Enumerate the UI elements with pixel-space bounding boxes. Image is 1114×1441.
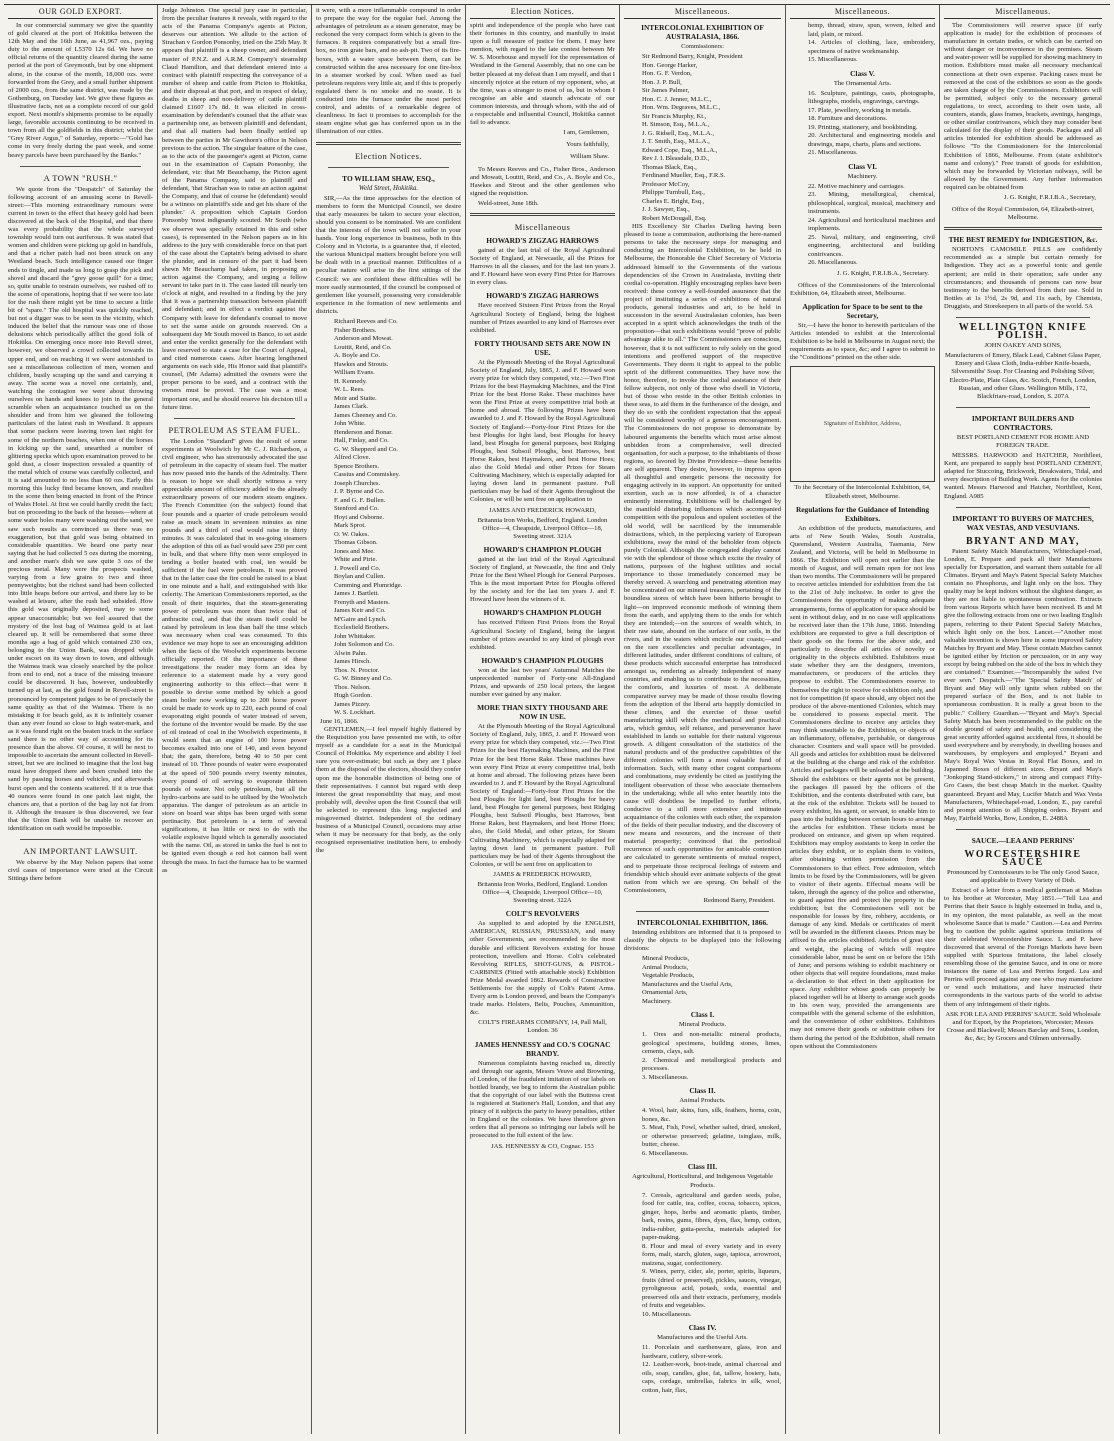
division-item: Machinery. (642, 997, 672, 1005)
signatory-name: Thomas Gibson. (334, 539, 378, 546)
signatory-name: G. W. Binney and Co. (334, 675, 393, 682)
ad-forty-thousand-title: FORTY THOUSAND SETS ARE NOW IN USE. (474, 338, 611, 357)
signatory-name: Anderson and Mowat. (334, 335, 393, 342)
lawsuit-article-start: We observe by the May Nelson papers that some civil cases of importance were tried at the Circuit Sittings there before (8, 859, 153, 883)
signatory-name: Cassius and Commiskey. (334, 471, 401, 478)
signatory-list (316, 318, 461, 718)
reply-letter: GENTLEMEN,—I feel myself highly flattered by the Requisition you have presented me with, to offer myself as a candidate for a seat in the Municipal Council of Hokitika. My experience and ability I feel sure you over-estimate; but such as they are I place them at the disposal of the electors, should they confer upon me the honorable distinction of being one of their representatives. I cannot but regard with deep interest the great responsibility that may, and most probably will, devolve upon the first Council that will be selected to represent this long neglected and misgoverned district. Independent of the ordinary business of a Municipal Council, occasions may arise when it may be necessary for that body, as the only recognised representative institution here, to embody the (316, 726, 461, 855)
class-item: 14. Articles of clothing, lace, embroidery, specimens of native workmanship. (808, 39, 935, 55)
commissioner-name: Hon. G. F. Verdon, (642, 70, 692, 78)
column-6 (786, 5, 940, 1434)
application-form-table (790, 366, 935, 482)
divider (316, 142, 461, 145)
class-item: 9. Wines, perry, cider, ale, porter, spirits, liqueurs, fruits (dried or preserved), pickles, sauces, vinegar, pyroligneous acid, potash, soda, essential and preserved oils and their extracts, perfumery, models of fruits and vegetables. (642, 1268, 781, 1310)
ad-sixty-thousand-text: At the Plymouth Meeting of the Royal Agricultural Society of England, July, 1865, J. and F. Howard won every prize for which they competed, viz.:—Two First Prizes for the best Haymaking Machines, and the First Prize for the best Horse Rake. These machines have won every First Prize at every competitive trial, both at home and abroad. The following prizes have been awarded to J. and F. Howard by the Royal Agricultural Society of England:—Forty-four First Prizes for the best Ploughs for light land, best Ploughs for heavy land, best Ploughs for general purposes, best Ridging Ploughs, best Subsoil Ploughs, best Harrows, best Horse Rakes, best Haymakers, and best Horse Hoes; also, the Gold Medal, and other prizes, for Steam Cultivating Machinery, which is especially adapted for laying down land in permanent pasture. Full particulars may be had of their Agents throughout the Colonies, or will be sent free on application to (470, 723, 615, 868)
divider (636, 911, 769, 912)
ad-forty-thousand-text: At the Plymouth Meeting of the Royal Agricultural Society of England, July, 1865, J. and F. Howard won every prize for which they competed, viz.:—Two First Prizes for the best Haymaking Machines, and the First Prize for the best Horse Rake. These machines have won the First Prize at every competitive trial both at home and abroad. The following Prizes have been awarded to J. and F. Howard by the Royal Agricultural Society of England:—Forty-four First Prizes for the best Ploughs for light land, best Ploughs for heavy land, best Ploughs for general purposes, best Ridging Ploughs, best Subsoil Ploughs, best Harrows, best Horse Rakes, best Haymakers, and best Horse Hoes; also the Gold Medal and other Prizes for Steam Cultivating Machinery, which is especially adapted for laying down land in permanent pasture. Full particulars may be had of their Agents throughout the Colonies, or will be sent free on application to (470, 358, 615, 504)
signatory-name: M'Gaire and Lynch. (334, 615, 387, 623)
class-1-sub: Mineral Products. (678, 1021, 727, 1029)
ad-remedy-text: NORTON'S CAMOMILE PILLS are confidently recommended as a simple but certain remedy for Indigestion. They act as a powerful tonic and gentle aperient; are mild in their operation; safe under any circumstances; and thousands of persons can now bear testimony to the benefits derived from their use. Sold in Bottles at 1s 1½d, 2s 9d, and 11s each, by Chemists, Druggists, and Storekeepers in all parts of the world. 5A (944, 246, 1102, 310)
signatory-name: James Cheeney and Co. (334, 411, 397, 419)
ad-champion-text: gained at the last trial of the Royal Agricultural Society of England, at Newcastle, the first and Only Prize for the Best Wheel Plough for General Purposes. This is the most important Prize for Ploughs offered by the society and for the last ten years J. and F. Howard have been the winners of it. (470, 555, 615, 604)
class-2-items (624, 1107, 781, 1158)
ad-builders-sub: BEST PORTLAND CEMENT FOR HOME AND FOREIGN TRADE. (956, 433, 1090, 449)
signatory-name: James J. Bartlett. (334, 590, 380, 597)
commissioner-name: Sir James Palmer, (642, 87, 690, 95)
signatory-name: G. W. Shepperd and Co. (334, 445, 398, 453)
class-item: 1. Ores and non-metallic mineral products, geological specimens, building stones, limes, cements, clays, salt. (642, 1031, 781, 1056)
commissioners-label: Commissioners: (681, 43, 724, 50)
class-1-title: Class I. (690, 1010, 715, 1020)
class-3-title: Class III. (687, 1162, 718, 1172)
class-item: 7. Cereals, agricultural and garden seeds, pulse, food for cattle, tea, coffee, cocoa, tobacco, spices, ginger, hops, herbs and aromatic plants, timber, bark, resins, gums, fibres, dyes, flax, hemp, cotton, india-rubber, gutta-percha, materials adapted for paper-making. (642, 1191, 781, 1242)
ad-champion3-text: won at the last two years' Autumnal Matches the unprecedented number of Forty-one All-England Prizes, and upwards of 250 local prizes, the largest number ever gained by any maker. (470, 666, 615, 699)
class-item: 23. Mining, metallurgical, chemical, philosophical, surgical, musical, machinery and instruments. (808, 191, 935, 216)
regulations-cont: The Commissioners will reserve space (if early application is made) for the exhibition of processes of manufacture in certain trades, or which can be carried on without danger or inconvenience in the premises. Steam and water-power will be supplied for showing machinery in motion. Exhibitors must make all necessary mechanical connections at their own expense. Packing cases must be removed at the cost of the exhibitors so soon as the goods are taken charge of by the Commissioners. Exhibitors will be permitted, subject only to the necessary general regulations, to erect, according to their own taste, all counters, stands, glass frames, brackets, awnings, hangings, or other similar contrivances, which they may consider best calculated for the display of their goods. Packages and all articles intended for exhibition should be addressed as follows: "To the Commissioners for the Intercolonial Exhibition of 1866, Melbourne. From (state exhibitor's name and colony)." Free transit of goods for exhibition, which may be forwarded by Victorian railways, will be allowed by the Government. Any further information required can be obtained from (944, 22, 1102, 191)
ad-zigzag2-text: Have received Sixteen First Prizes from the Royal Agricultural Society of England, being the highest number of Prizes awarded to any kind of Harrows ever exhibited. (470, 302, 615, 334)
town-rush-article: We quote from the "Despatch" of Saturday the following account of an amusing scene in Revell-street:—This morning extraordinary rumours were current in town to the effect that heavy gold had been discovered at the back of the Hospital, and that there was every probability that the whole surveyed township would turn out auriferous. It was stated that women and children were picking up gold in handfuls, and that a richer patch had not been struck on any Westland beach. Such intelligence caused our finger ends to tingle, and made us long to grasp the pick and shovel and discard the "grey goose quill" for a time; so, quite unable to restrain ourselves, we rushed off to the scene of operations, hoping that if we were too late for the rush there might yet be time to secure a little bit of "spare." The old hospital was quickly reached, but not a digger was to be seen in the vicinity, which induced the belief that the rumour was one of those delusions which periodically afflict the good folk of Hokitika. On emerging once more into Revell street, however, we observed a crowd collected towards its upper end, and on reaching it we were astonished to see a miscellaneous collection of men, women and children, busily scraping up the sand and carrying it away. The scene was a novel one certainly, and, watching the contagion we were about throwing ourselves on hands and knees to join in the general scramble when an acquaintance touched us on the shoulder and from him we gleaned the following particulars of the latest rush in Westland. It appears that some packers were leaving town last night for some of the northern beaches, when one of the horses in kicking up the sand, unearthed a number of glittering specks which upon examination proved to be gold dust, a closer inspection revealed a quantity of the metal which of course was carefully collected, and it is said amounted to no less than 60 ozs. Early this morning this lucky find became known, and resulted in the scene then being enacted in front of the Prince of Wales Hotel. At first we could hardly credit the fact; but on proceeding to the back of the houses—where at some water holes many were washing out the sand, we saw such results as convinced us there was no exaggeration, but that gold was being obtained in considerable quantities. We heard one party near saying that he had collected 5 ozs during the morning, and another man's dish we saw quite 3 ozs of the precious metal. Many were the prospects washed, varying from a few grains to two and three pennyweights; but the richest sand had been collected into little heaps before our arrival, and there lay to be washed at leisure, after the rush had subsided. How this gold was originally deposited, may to some appear unaccountable; but we feel assured that the mystery of the lost bag of Waimea gold is at last cleared up. It will be remembered that some three months ago a bag of gold which contained 230 ozs, belonging to the Union Bank, was dropped while under escort on its way down to town, and although the Waimea track was closely searched by the police from end to end, not a trace of the missing treasure could be discovered. It has, however, undoubtedly turned up at last, as the gold found in Revell-street is pronounced by competent judges to be of precisely the same quality as that of the Waimea. There is no mistaking it for beach gold, as it is infinitely coarser than any ever found so close to high water-mark, and as it was found right on the beaten track in the surface sand there is no other way of accounting for its presence than the above. Of course, it will be next to impossible to ascertain the amount collected in Revell-street, but we are inclined to imagine that the lost bag must have dropped there and been crushed into the sand by passing horses and vehicles, and afterwards burst open and the contents scattered. If it is true that 40 ounces were found in one patch last night, the chances are, that a portion of the bag lay not far from it. Although the treasure is thus discovered, we fear that the Union Bank will be unable to recover an identification on oath would be impossible. (8, 185, 153, 832)
signatory-name: J. Powell and Co. (334, 564, 381, 572)
ad-zigzag-text: gained at the last trial of the Royal Agricultural Society of England, at Newcastle, all the Prizes for Harrows in all the classes, and for the last ten years J. and F. Howard have won every First Prize for Harrows in every class. (470, 246, 615, 287)
ad-sixty-thousand-title: MORE THAN SIXTY THOUSAND ARE NOW IN USE. (477, 703, 608, 722)
exhibition-offices: Offices of the Commissioners of the Intercolonial Exhibition, 64, Elizabeth street, Melbourne. (790, 281, 935, 297)
signatory-name: Thos. Nelson. (334, 683, 371, 691)
secretary-address: To the Secretary of the Intercolonial Exhibition, 64, Elizabeth street, Melbourne. (794, 484, 931, 500)
ad-zigzag-title: HOWARD'S ZIGZAG HARROWS (486, 235, 599, 245)
class-5-sub: The Ornamental Arts. (833, 79, 892, 87)
addressee-sub: Weld Street, Hokitika. (358, 184, 419, 192)
divider (956, 507, 1090, 508)
signatory-name: Jones and Mee. (334, 547, 375, 555)
signatory-name: Hawkes and Strouts. (334, 360, 389, 368)
signatory-name: Fisher Brothers. (334, 326, 377, 334)
division-item: Animal Products, (642, 963, 689, 971)
signatory-name: John Whittaker. (334, 632, 376, 640)
column-6-header: Miscellaneous. (790, 7, 935, 19)
column-7-header: Miscellaneous. (944, 7, 1102, 19)
ad-worcestershire-title: WORCESTERSHIRE SAUCE (964, 848, 1082, 868)
signatory-name: Mark Sprot. (334, 522, 366, 529)
class-item: 26. Miscellaneous. (808, 259, 858, 267)
class-item: 22. Motive machinery and carriages. (808, 182, 905, 190)
commissioner-name: Hon. Wm. Degraves, M.L.C., (642, 104, 721, 112)
divider (328, 167, 449, 168)
signatory-name: F. and G. F. Bullen. (334, 496, 386, 504)
signatory-name: O. W. Oakes. (334, 530, 369, 538)
ad-sauce-title: SAUCE.—LEA AND PERRINS' (971, 835, 1075, 845)
commissioner-name: Edward Cope, Esq., M.L.A., (642, 146, 718, 154)
commissioner-name: H. Simson, Esq., M.L.A., (642, 121, 710, 129)
signatory-name: James Keir and Co. (334, 607, 386, 614)
petroleum-title: PETROLEUM AS STEAM FUEL. (168, 424, 301, 435)
signatory-name: John White. (334, 420, 366, 427)
reply-letter-cont: spirit and independence of the people who have cast their fortunes in this country, and manfully to insist upon a full measure of justice for them. I may here mention, with regard to the late contest between Mr W. S. Moorhouse and myself for the representation of Westland in the General Assembly, that no one can be better pleased at my defeat than I am myself, and that I sincerely rejoice at the return of my opponent, who, at the time, was a stranger to most of us, but in whom I recognise an able and staunch advocate of our common interests, and through whom, with the aid of a respectable and influential Council, Hokitika cannot fail to advance. (470, 22, 616, 127)
signatory-name: White and Pirie. (334, 556, 378, 563)
signatory-name: Henderson and Bonar. (334, 428, 393, 436)
exhibition-intro: HIS Excellency Sir Charles Darling having been pleased to issue a commission, authorising the here-named persons to take the necessary steps for managing and conducting an Intercolonial Exhibition, to be held in Melbourne, the Honorable the Chief Secretary of Victoria addressed himself to the Governments of the various dependencies of the Crown in Australasia, inviting their cordial co-operation. Highly encouraging replies have been received: these convey a well-founded assurance that the project of instituting a series of exhibitions of natural products, general industries and art, to be held in succession in the several Australasian colonies, has been accepted in a spirit which acknowledges the truth of the proposition—that such exhibitions would "prove of public advantage alike to all." The Commissioners are conscious, however, that it is not sufficient to rely solely on the good intentions and proffered support of the respective Governments. They deem it right to appeal to the public spirit of the different communities. They have now the honor, therefore, to invoke the cordial assistance of their fellow subjects, not only of those who dwell in Victoria, but of those who reside in the other British colonies in these seas, to aid them in the furtherance of the design, and they do so with the confident expectation that the appeal will be considered worthy of a generous encouragement. The Commissioners do not propose to demonstrate by laboured arguments the benefits which must arise almost unbidden from a comprehensive, well directed organisation, for such a purpose, to the inhabitants of those regions, so favored by Divine Providence—these benefits are self apparent. They desire, however, to impress upon all thoughtful and energetic persons the necessity for engaging actively in its support. An opportunity for united exertion, such as is now afforded, is of a character eminently interesting. Exhibitions will be challenged by the manifold disturbing influences which accompanied competition with the populous and opulent societies of the old world, will be sacrificed by the innumerable distractions, which, in the perplexing variety of European exhibitions, sway the mind of the beholder from objects purely Colonial. Although the congregated display cannot vie with the splendour of those which excite the rivalry of nations, purposes of the highest utilities and social importance to those immediately concerned may be thereby served. A searching and penetrating attention may be concentrated on our mineral treasures, pertaining of the boundless stores of which have been hitherto brought to light—on improved economic methods of winning them from the earth, and applying them to the ends for which they are intended;—on the sources of wealth which, in their raw state, abound on the surface of our soils, in the rivers, and in the waters which encircle our coasts;—and on the rare excellencies and peculiar advantages, in different latitudes, under different conditions of culture, of these products which successful enterprise has introduced amongst us, rendering as already independent of many countries, and enabling us to contribute to the necessities, the comforts, and luxuries of most. A deliberate comparative survey may be made of those results flowing from the adoption of the liberal arts happily domiciled in these climes, and the exercise of those useful manufacturing skill which the mechanical and practical arts, which genius, self reliance, and perseverance have established in lands so suitable for their natural vigorous growth. A diligent consultation of the statistics of the natural products and of the productive capabilities of the different colonies will form a most valuable fund of information. Such, with many other cogent comparisons and combinations, may evidently be cited as justifying the intelligent observation of those who associate themselves in the undertaking; while all who enter heartily into the cause will doubtless be impelled to further efforts, conducive to a still more extensive and intimate acquaintance of the colonies with each other, the expansion of the fields of their peculiar industry, and the discovery of new means and resources, and the increase of their material prosperity; convinced that the periodical recurrence of such opportunities for amicable contention are calculated to generate sentiments of mutual respect, and to perpetuate those reciprocal feelings of esteem and friendship which should ever animate subjects of the great nation from which we are sprung. On behalf of the Commissioners, (624, 223, 781, 894)
signatory-name: Ecclesfield Brothers. (334, 624, 390, 631)
class-item: 11. Porcelain and earthenware, glass, iron and hardware, cutlery, silver-work. (642, 1344, 781, 1360)
ad-howard-firm-2: JAMES & FREDERICK HOWARD, (493, 870, 592, 878)
application-text: Sir,—I have the honor to herewith particulars of the Articles intended to exhibit at the Intercolonial Exhibition to be held in Melbourne in August next; the requirements as to space, &c; and I agree to submit to the "Conditions" printed on the other side. (790, 321, 935, 362)
signatory-name: Frenyth and Masters. (334, 598, 390, 606)
signatory-name: James Hirsch. (334, 658, 371, 665)
ad-knife-polish-title: WELLINGTON KNIFE POLISH. (958, 322, 1088, 342)
ad-hennessy-text: Numerous complaints having reached us, directly and through our agents, Messrs Veuve and Browning, of London, of the fraudulent imitation of our labels on bottled brandy, we beg to inform the Australian public that the copyright of our label with the Buttress crest is registered at Stationer's Hall, London, and that any piracy of it subjects the party to heavy penalties, either in England or the colonies. We have therefore given orders that all persons so infringing our labels will be prosecuted to the full extent of the law. (470, 1059, 615, 1140)
signatory-name: Louttit, Reid, and Co. (334, 343, 392, 351)
class-item: 12. Leather-work, boot-trade, animal charcoal and oils, soap, candles, glue, fat, tallow, hosiery, hats, caps, cordage, umbrellas, fabrics in silk, wool, cotton, hair, flax, (642, 1361, 781, 1394)
signatory-name: W. L. Rees. (334, 386, 365, 393)
signatory-name: James Pizzey. (334, 700, 371, 708)
signatory-name: Moir and Staite. (334, 394, 377, 402)
secretary-sign: J. G. Knight, F.R.I.B.A., Secretary, (1003, 193, 1096, 201)
signatory-name: Stenford and Co. (334, 505, 379, 512)
commissioner-name: Hon. George Harker, (642, 61, 698, 69)
division-item: Manufactures and the Useful Arts, (642, 980, 733, 988)
commissioner-name: Professor McCoy, (642, 180, 690, 188)
addressee: TO WILLIAM SHAW, ESQ., (342, 173, 435, 183)
signatory-name: W. S. Lockhart. (334, 709, 376, 716)
commissioner-name: J. G. Ridsell, Esq., M.L.A., (642, 129, 714, 137)
ad-howard-address-2: Britannia Iron Works, Bedford, England. London Office—4, Cheapside, Liverpool Office—10, Sweeting street. 322A (477, 880, 608, 905)
secretary-office: Office of the Royal Commission, 64, Elizabeth-street, Melbourne. (951, 206, 1095, 222)
column-4-header: Election Notices. (470, 7, 615, 19)
ad-remedy-title: THE BEST REMEDY for INDIGESTION, &c. (948, 235, 1098, 245)
signatory-name: Hall, Finlay, and Co. (334, 437, 389, 444)
signatory-name: H. Kennedy. (334, 377, 368, 385)
lawsuit-title: AN IMPORTANT LAWSUIT. (23, 846, 138, 857)
commissioner-name: Philippe Turnbull, Esq., (642, 189, 705, 197)
exhibition-title: INTERCOLONIAL EXHIBITION OF AUSTRALASIA, 1866. (641, 23, 764, 41)
commissioner-name: J. J. Sawyer, Esq., (642, 206, 690, 214)
column-5-header: Miscellaneous. (624, 7, 781, 19)
ad-builders-text: MESSRS. HARWOOD and HATCHER, Northfleet, Kent, are prepared to supply best PORTLAND CEMENT, adapted for Stuccoing, Brickwork, Breakwaters, Tidal, and every description of Building Work. Agents for the colonies wanted. Messrs Harwood and Hatcher, Northfleet, Kent, England. A985 (944, 452, 1102, 500)
ad-knife-polish-text: Manufacturers of Emery, Black Lead, Cabinet Glass Paper, Emery and Glass Cloth, India-rubber Knife-boards, Silversmiths' Soap. For Cleaning and Polishing Silver, Electro-Plate, Plate Glass, &c. Scotch, French, London, Russian, and other Glues. Wellington Mills, 172, Blackfriars-road, London, S. 207A (944, 352, 1102, 400)
divider (956, 317, 1090, 318)
ad-champion2-title: HOWARD'S CHAMPION PLOUGH (483, 608, 602, 618)
column-1 (4, 5, 158, 1434)
signature-caption: Signature of Exhibitor, Address, (823, 421, 902, 428)
ad-matches-text: Patent Safety Match Manufacturers, Whitechapel-road, London, E. Prepare and pack all their Manufactures specially for Exportation, and warrant them suitable for all Climates. Bryant and May's Patent Special Safety Matches contain no Phosphorus, and light only on the box. They quality may be kept indoors without the slightest danger, as they are not liable to spontaneous combustion. Extracts from various Reports which have been received. B and M give the following extracts from one or two leading English papers, referring to their Patent Special Safety Matches, which light only on the box. Lancet.—"Another most valuable invention is shown here in some improved Safety Matches by Bryant and May. These contain Matches cannot be ignited either by friction or percussion, or in any way except by being rubbed on the side of the box in which they are contained." Examiner.—"Incomparably the safest I've ever seen." Despatch.—"The 'Special Safety Match' of Bryant and May will only ignite when rubbed on the prepared surface of the Box, and is not liable to spontaneous combustion. It is really a great boon to the public." Colliery Guardian.—"Bryant and May's Special Safety Match has been recommended to the public on the double ground of safety and health, and considering the great security afforded against accidental fires, it should be used everywhere and by everybody, in dwelling houses and warehouses, by employers and employed." Bryant and May's Royal Wax Vestas in Royal Flat Boxes, and in Japanned Boxes of different sizes. Bryant and May's "Jonkoping Stand-stickers," in strong and compact Fifty-Gro Cases, the best cheap Match in the market. Quality guaranteed. Bryant and May, Lucifer Match and Wax Vesta Manufacturers, Whitechapel-road, London, E., pay careful and prompt attention to all Shipping orders. Bryant and May, Fairfield Works, Bow, London, E. 2488A (944, 547, 1102, 822)
miscellaneous-title: Miscellaneous (514, 221, 571, 232)
signatory-name: Alfred Clove. (334, 454, 371, 461)
commissioner-name: Hon. J. P. Bull, (642, 78, 682, 86)
class-item: 18. Furniture and decorations. (808, 115, 888, 123)
class-item: 4. Wool, hair, skins, furs, silk, feathers, horns, coin, bones, &c. (642, 1107, 781, 1123)
class-5-items (790, 90, 935, 158)
addressees-date: Weld-street, June 18th. (478, 199, 539, 207)
commissioner-name: J. T. Smith, Esq., M.L.A., (642, 138, 710, 146)
commissioner-name: Sir Francis Murphy, Kt., (642, 112, 707, 120)
divider (470, 213, 615, 216)
ad-zigzag2-title: HOWARD'S ZIGZAG HARROWS (486, 291, 599, 301)
signatory-name: Richard Reeves and Co. (334, 318, 398, 325)
ad-colt-firm: COLT'S FIREARMS COMPANY, 14, Pall Mall, London. 36 (478, 1019, 607, 1035)
ad-matches-title: IMPORTANT TO BUYERS OF MATCHES, WAX VESTAS, AND VESUVIANS. (952, 513, 1094, 532)
ad-matches-firm: BRYANT AND MAY, (966, 535, 1080, 547)
class-3-sub: Agricultural, Horticultural, and Indigenous Vegetable Products. (632, 1173, 773, 1189)
divider (20, 166, 141, 167)
petroleum-article: The London "Standard" gives the result of some experiments at Woolwich by Mr C. J. Richardson, a civil engineer, who has strenuously advocated the use of petroleum in the capacity of steam fuel. The matter has now passed into the hands of the Admiralty. There is reason to hope we shall shortly witness a very appreciable amount of efficiency added to the already extraordinary powers of our modern steam engines. The French Committee (on the subject) found that four pounds and a quarter of crude petroleum would raise as much steam in seventeen minutes as nine pounds and a third of coal would raise in thirty minutes. It was calculated that in sea-going steamers the adoption of this oil as fuel would save 250 per cent in bulk, and that where fifty men were employed in tending a boiler heated with coal, ten would be sufficient if the fuel were petroleum. It was proved that in the latter case the fire could be raised to a blast in one minute and a half, and extinguished with like celerity. The American Commissioners reported, as the result of their inquiries, that the steam-generating power of petroleum was more than twice that of anthracite coal, and that the steam itself could be raised by petroleum in less than half the time which was necessary when coal was consumed. To this evidence we may hope to see an encouraging addition when the facts of the Woolwich experiments become officially reported. Of the importance of these investigations the reader may form an idea by reference to a statement made by a very good engineering authority to this effect—that were it possible to devise some method by which a good steam boiler now working up to 200 horse power could be made to work up to 220, each pound of coal evaporating eight pounds of water instead of seven, the fortune of the inventor would be made. By the use of oil instead of coal in the Woolwich experiments, it would seem that an engine of 100 horse power becomes exalted into one of 140, and even beyond that; the gain, therefore, being 40 to 50 per cent instead of 10. Three pounds of water were evaporated at the speed of 500 pounds every twenty minutes, every pound of oil serving to evaporate thirteen pounds of water. Not only petroleum, but all the hydro-carbons are said to be utilised by the Woolwich apparatus. The danger of petroleum as an article in store on board war ships has been urged with some pertinacity. But petroleum is a term of several significations, it has little or next to do with the volatile explosive liquid which is generally associated with the name. Oil, as stored in tanks the fuel is not to be ignited even though a red hot cannon ball went through the mass. In fact the furnace has to be warmed as (162, 437, 307, 874)
class-item: 10. Miscellaneous. (642, 1310, 692, 1318)
class-item: 15. Miscellaneous. (808, 56, 858, 63)
signatory-name: Hoyt and Osborne. (334, 513, 384, 521)
class-item: 16. Sculpture, paintings, casts, photographs, lithographs, models, engravings, carvings. (808, 89, 935, 106)
lawsuit-article-cont: Judge Johnston. One special jury case in particular, from the peculiar features it reveals, with regard to the acts of the Panama Company's agents at Picton, deserves our attention. We allude to the action of Strachan v Gordon Ponsonby, tried on the 25th May. It appears that plaintiff is a sheep owner, and defendant master of P.N.Z. and A.R.M. Company's steamship Claud Hamilton, and that defendant entered into a contract with plaintiff respecting the conveyance of a number of sheep and cattle from Picton to Hokitika, and their disposal at that port, and in respect of delay, deaths in sheep and non-delivery of cattle plaintiff claimed £1607 17s 8d. It was elicited in cross-examination by defendant's counsel that the affair was a partnership one, as between plaintiff and defendant, and that all matters had been finally settled up between the parties in Mr Gawthorn's office in Nelson previous to the action. The singular feature of the case, as to the acts of the passenger's agent at Picton, came out in the examination of Captain Ponsonby, the defendant, viz: that Mr Beauchamp, the Picton agent of the Panama Company, said to plaintiff and defendant, 'that Strachan was to raise an action against the Company, and that of course he (defendant) would be a witness on plaintiff's side and get his share of the plunder.' A proposition which Captain Gordon Ponsonby 'most indignantly scouted. Mr South (who we observe was specially retained in this and other cases), is represented in the Nelson papers as in his address to the jury with considerable force on that part of the case about the Captain's being advised to share the plunder, and in censure of the part it had been shewn Mr Beauchamp had taken, in proposing an action against the Company, and urging a fellow servant to take part in it. The case lasted till nearly ten o'clock at night, and resulted in a finding by the jury that it was a partnership transaction between plaintiff and defendant; and in effect a verdict against the Company with leave for defendant's counsel to move to set the same aside on grounds reserved. On a subsequent day Mr South moved in Banco, to set aside and enter the verdict generally for the defendant with leave reserved to state a case for the Court of Appeal, and cited numerous cases. After hearing lengthened arguments on each side, His Honor said that plaintiff's counsel, (Mr Adams) admitted the owners were the proper persons to be sued, and a contract with the owners must be proved. The case was a most important one, and he should reserve his decision till a future time. (162, 7, 307, 411)
commissioners-list (624, 53, 781, 223)
divider (944, 227, 1102, 230)
regulations-text: An exhibition of the products, manufactures, and arts of New South Wales, South Australia, Queensland, Western Australia, Tasmania, New Zealand, and Victoria, will be held in Melbourne in 1866. The Exhibition will open not earlier than the month of August, and will remain open for not less than two months. The Commissioners will be prepared to receive articles intended for exhibition from the 1st to the 21st of July inclusive. In order to give the Commissioners the opportunity of making adequate arrangements, forms of application for space should be sent in without delay, and in no case will applications be received later than the 17th June, 1866. Intending exhibitors are requested to give a full description of their goods on the forms for the above side, and particularly to describe all articles of novelty or originality in the objects exhibited. Exhibitors must state whether they are the designers, inventors, manufacturers, or producers of the articles they propose to exhibit. The Commissioners reserve to themselves the right to receive for exhibition only, and not for competition (if space should, any object not the produce of the above-mentioned Colonies, which may be considered to possess especial merit. The Commissioners decline to receive any articles they may think unsuitable to the Exhibition, or objects of an inflammatory, offensive, perishable, or dangerous character. Counters and wall space will be provided. All goods and articles for exhibition must be delivered at the building at the charge and risk of the exhibitor. Articles and packages will be unloaded at the building. Should the exhibitors or their agents not be present, the packages ill passed by the officers of the Exhibition, and the contents distributed with care, but at the risk of the exhibitor. Tickets will be issued to every exhibitor, his agent, or servant, to enable him to pass into the building between certain hours to arrange the articles for exhibition. These tickets must be produced on entrance, and given up when required. Exhibitors may employ assistants to keep in order the articles they exhibit, or to explain them to visitors, after obtaining written permission from the Commissioners to that effect. Free admission, which limits to be fixed by the Commissioners, will be given to visitor of their agents. Effectual means will be taken, through the agency of the police and otherwise, to guard against fire and protect the property in the exhibition; but the Commissioners will not be responsible for losses by fire, robbery, accidents, or damage of any kind. Medals or certificates of merit will be awarded in the different classes. Prices may be affixed to the articles exhibited. Articles of great size and weight, the placing of which will require considerable labor, must be sent on or before the 15th of June; and persons wishing to exhibit machinery or other objects that will require foundations, must make a declaration to that effect in their application for space. Any exhibitor whose goods can properly be placed together will be at liberty to arrange such goods in his own way, provided the arrangements are compatible with the general scheme of the exhibition, and the convenience of other exhibitors. Exhibitors may not remove their goods or substitute others for them during the period of the Exhibition, shall remain open without the Commissioners (790, 524, 936, 1050)
division-item: Ornamental Arts, (642, 989, 688, 997)
class-item: 20. Architectural and engineering models and drawings, maps, charts, plans and sections. (808, 132, 935, 148)
class-item: 17. Plate, jewellery, working in metals. (808, 106, 912, 114)
commissioner-name: Ferdinand Mueller, Esq., F.R.S. (642, 172, 726, 180)
commissioner-name: Charles E. Bright, Esq., (642, 197, 705, 205)
exhibition-secretary: J. G. Knight, F.R.I.B.A., Secretary. (836, 269, 929, 277)
class-4-items-cont (790, 22, 935, 65)
newspaper-page (4, 4, 1110, 1434)
signatory-name: Cumming and Plumridge. (334, 581, 403, 589)
column-5 (620, 5, 786, 1434)
signatory-name: J. P. Byrne and Co. (334, 488, 385, 495)
class-item: 24. Agricultural and horticultural machines and implements. (808, 216, 935, 233)
ad-worcestershire-sub: Pronounced by Connoisseurs to be The only Good Sauce, and applicable to Every Variety of Dish. (946, 869, 1100, 885)
class-item: 21. Miscellaneous. (808, 149, 858, 157)
class-4-title: Class IV. (688, 1323, 717, 1333)
ad-howard-address: Britannia Iron Works, Bedford, England. London Office—4, Cheapside, Liverpool Office—18, Sweeting street. 321A (477, 516, 608, 540)
commissioner-name: Sir Redmond Barry, Knight, President (642, 53, 743, 61)
ad-worcestershire-text: Extract of a letter from a medical gentleman at Madras to his brother at Worcester, May 1851.—"Tell Lea and Perrins that their Sauce is highly esteemed in India, and is, in my opinion, the most palatable, as well as the most wholesome Sauce that is made." Caution.—Lea and Perrins beg to caution the public against spurious imitations of their celebrated Worcestershire Sauce. L and P. have discovered that several of the Foreign Markets have been supplied with Spurious Imitations, the label closely resembling those of the genuine Sauce, and in one or more instances the name of Lea and Perrins forged. Lea and Perrins will proceed against any one who may manufacture or vend such imitations, and have instructed their correspondents in the various parts of the world to advise them of any infringement of their rights. (944, 887, 1102, 1008)
signatory-name: William Evans. (334, 369, 375, 376)
gold-export-article: In our commercial summary we give the quantity of gold cleared at the port of Hokitika between the 12th May and the 16th June, as 41,967 ozs., paying duty to the amount of L5370 12s 6d. We have no official returns of the quantity cleared during the same period at the port of Greymouth, but by one shipment alone, in the course of the month, 18,000 ozs. were forwarded from the Grey, and a small further shipment of 2000 ozs., from the same district, was made by the Gothenburg, on Tuesday last. We give these figures as illustrative facts, not as a complete record of our gold export. Next month's shipments promise to be equally large, favorable accounts continuing to be received in town from all the goldfields in this district; whilst the "Grey River Argus," of Saturday, reports:—"Gold has come in very freely during the past week, and some heavy parcels have been purchased by the Banks." (8, 22, 153, 159)
class-2-title: Class II. (689, 1086, 716, 1096)
class-item: hemp, thread, straw, spun, woven, felted and laid, plain, or mixed. (808, 22, 935, 38)
ad-knife-polish-firm: JOHN OAKEY AND SONS, (984, 342, 1062, 350)
class-4-items (624, 1344, 781, 1395)
column-3 (312, 5, 466, 1434)
closing-2: Yours faithfully, (566, 141, 609, 149)
signatory-name: Thos. N. Proctor. (334, 666, 380, 674)
class-6-title: Class VI. (848, 161, 877, 171)
ad-champion3-title: HOWARD'S CHAMPION PLOUGHS (481, 655, 604, 665)
signatory-name: Spence Brothers. (334, 462, 380, 470)
class-item: 2. Chemical and metallurgical products and processes. (642, 1056, 781, 1073)
application-title: Application for Space to be sent to the Secretary, (802, 301, 923, 320)
class-item: 6. Miscellaneous. (642, 1149, 689, 1157)
requisition-date: June 16, 1866. (320, 717, 359, 725)
regulations-title: Regulations for the Guidance of Intending Exhibitors. (795, 504, 930, 523)
class-2-sub: Animal Products. (679, 1097, 726, 1105)
commissioner-name: Hon. C. J. Jenner, M.L.C., (642, 95, 712, 103)
signatory-name: Joseph Churches. (334, 479, 381, 487)
ad-colt-text: As supplied to and adopted by the ENGLISH, AMERICAN, RUSSIAN, PRUSSIAN, and many other Governments, are recommended to the most durable and efficient Revolvers existing for house protection, travellers and Horse. Colt's celebrated Revolving RIFLES, SHOT-GUNS, & PISTOL-CARBINES (Fitted with attachable stock) Exhibition Prize Medal awarded 1862. Rewards of Constructive Settlements for the supply of Colt's Patent Arms. Every arm is London proved, and bears the Company's trade marks. Holsters, Belts, Pouches, Ammunition, &c. (470, 920, 615, 1017)
class-6-items (790, 183, 935, 268)
division-item: Mineral Products, (642, 955, 690, 963)
town-rush-title: A TOWN "RUSH." (43, 172, 118, 183)
column-2 (158, 5, 312, 1434)
ad-worcestershire-tail: ASK FOR LEA AND PERRINS' SAUCE. Sold Wholesale and for Export, by the Proprietors, Worcester; Messrs Crosse and Blackwell; Messrs Barclay and Sons, London, &c, &c; by Grocers and Oilmen universally. (945, 1010, 1101, 1042)
exhibition-1866-title: INTERCOLONIAL EXHIBITION, 1866. (636, 917, 768, 927)
divider (956, 829, 1090, 830)
commissioner-name: Robert McDougall, Esq. (642, 214, 707, 222)
ad-builders-title: IMPORTANT BUILDERS AND CONTRACTORS. (971, 413, 1075, 432)
exhibition-1866-intro: Intending exhibitors are informed that it is proposed to classify the objects to be displayed into the following divisions: (624, 928, 781, 953)
column-1-header: OUR GOLD EXPORT. (8, 7, 153, 19)
class-item: 19. Printing, stationery, and bookbinding. (808, 123, 918, 131)
divider (174, 418, 295, 419)
signatory-name: A. Boyle and Co. (334, 352, 380, 359)
division-item: Vegetable Products, (642, 972, 695, 980)
commissioner-name: Thomas Black, Esq., (642, 163, 697, 171)
closing-3: William Shaw. (570, 153, 609, 161)
class-4-sub: Manufactures and the Useful Arts. (657, 1334, 748, 1342)
election-notices-title: Election Notices. (354, 150, 423, 161)
signatory-name: Hugh Gordon. (334, 692, 373, 699)
requisition-letter: SIR,—As the time approaches for the election of members to form the Municipal Council, we desire that early measures be taken to secure your election, should you consent to be nominated. We are confident that the interests of the town will not suffer in your hands. Your long experience in business, both in this Colony and in Victoria, is a guarantee that, if elected, the various Municipal matters brought before you will be dealt with in a practical manner. Difficulties of a peculiar nature will arise in the first sittings of the Council: we are confident these difficulties will be more easily surmounted, if the council be composed of gentlemen like yourself, possessing very considerable experience in the formation of new settlements and districts. (316, 194, 461, 315)
divisions-list (624, 955, 781, 1006)
signatory-name: Alwin Pahn. (334, 649, 367, 657)
class-6-sub: Machinery. (847, 172, 878, 180)
class-item: 8. Flour and meal of every variety and in every form, malt, starch, gluten, sago, tapioca, arrowroot, maizena, sugar, confectionery. (642, 1242, 781, 1267)
ad-hennessy-title: JAMES HENNESSY and CO.'S COGNAC BRANDY. (474, 1039, 611, 1058)
signatory-name: James Clark. (334, 403, 369, 410)
ad-hennessy-firm: JAS. HENNESSY & CO, Cognac. 153 (491, 1142, 594, 1150)
column-7 (940, 5, 1106, 1434)
divider (20, 839, 141, 840)
closing-1: I am, Gentlemen, (563, 129, 609, 137)
class-item: 5. Meat, Fish, Fowl, whether salted, dried, smoked, or otherwise preserved; gelatine, isinglass, milk, butter, cheese. (642, 1124, 781, 1149)
commissioner-name: Rev J. I. Bleasdale, D.D., (642, 155, 710, 163)
divider (956, 407, 1090, 408)
signatory-name: John Solomon and Co. (334, 641, 395, 648)
ad-howard-firm: JAMES AND FREDERICK HOWARD, (489, 506, 596, 514)
column-4 (466, 5, 620, 1434)
class-5-title: Class V. (850, 68, 875, 78)
signatory-name: Boylan and Cullen. (334, 573, 386, 580)
ad-colt-title: COLT'S REVOLVERS (505, 909, 580, 919)
ad-champion-title: HOWARD'S CHAMPION PLOUGH (483, 544, 602, 554)
exhibition-president: Redmond Barry, President. (703, 896, 775, 904)
petroleum-article-cont: it were, with a more inflammable compound in order to prepare the way for the regular fuel. Among the advantages of petroleum as a steam generator, may be reckoned the very compact form which is given to the furnaces. It requires comparatively but a small fire-box, no iron grate bars, and no ash-pit. Two of its fire-boxes, with a water space between them, can be constructed within the area necessary for one fire-box in a steamer worked by coal. When used as fuel petroleum requires very little air, and if this is properly regulated there is no smoke and no waste. It is conducted into the furnace under the most perfect control, and admits of a remarkable degree of cleanliness. In fact it promises to accomplish for the steam engine what gas has conferred upon us in the illumination of our cities. (316, 7, 461, 136)
class-3-items (624, 1192, 781, 1320)
ad-champion2-text: has received Fifteen First Prizes from the Royal Agricultural Society of England, being the largest number of prizes awarded to any kind of plough ever exhibited. (470, 619, 615, 651)
class-item: 25. Naval, military, and engineering, civil engineering, architectural and building contrivances. (808, 233, 935, 258)
class-1-items (624, 1031, 781, 1082)
class-item: 3. Miscellaneous. (642, 1073, 689, 1081)
addressees-letter: To Messrs Reeves and Co., Fisher Bros., Anderson and Mowatt, Louttit, Reid, and Co., A. Boyle and Co., Hawkes and Strout and the other gentlemen who signed the requisition. (470, 165, 615, 197)
